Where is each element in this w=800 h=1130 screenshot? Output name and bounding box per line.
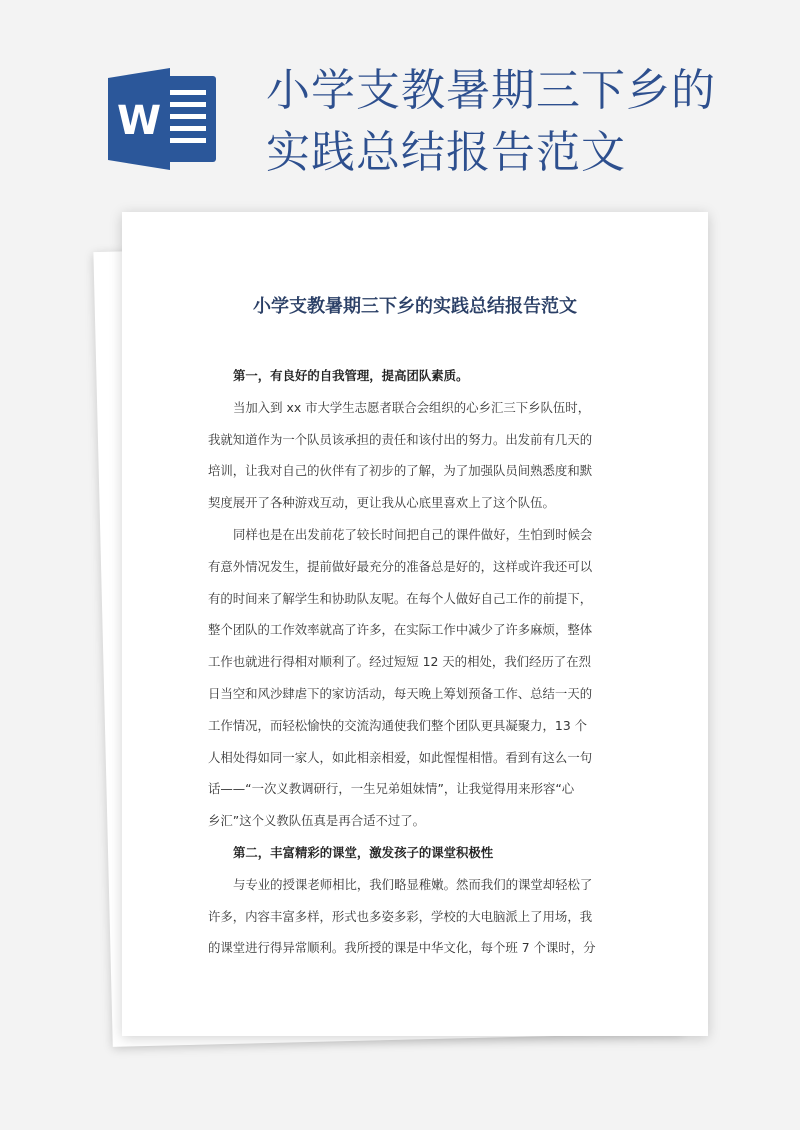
paragraph-line: 日当空和风沙肆虐下的家访活动，每天晚上筹划预备工作、总结一天的	[208, 685, 593, 701]
paragraph-line: 同样也是在出发前花了较长时间把自己的课件做好，生怕到时候会	[233, 526, 593, 542]
paragraph-line: 工作情况，而轻松愉快的交流沟通使我们整个团队更具凝聚力，13 个	[208, 717, 588, 733]
document-body	[208, 360, 626, 964]
paragraph-line: 契度展开了各种游戏互动，更让我从心底里喜欢上了这个队伍。	[208, 495, 555, 511]
paragraph-line: 乡汇”这个义教队伍真是再合适不过了。	[208, 813, 426, 829]
paragraph-line: 许多，内容丰富多样，形式也多姿多彩，学校的大电脑派上了用场，我	[208, 908, 593, 924]
paragraph-line: 工作也就进行得相对顺利了。经过短短 12 天的相处，我们经历了在烈	[208, 654, 591, 670]
paragraph-line: 人相处得如同一家人，如此相亲相爱，如此惺惺相惜。看到有这么一句	[208, 749, 593, 765]
paragraph-line: 有意外情况发生，提前做好最充分的准备总是好的，这样或许我还可以	[208, 558, 593, 574]
header-title	[266, 60, 786, 184]
paragraph-line: 培训，让我对自己的伙伴有了初步的了解，为了加强队员间熟悉度和默	[208, 463, 593, 479]
document-title: 小学支教暑期三下乡的实践总结报告范文	[253, 296, 577, 317]
paragraph-line: 的课堂进行得异常顺利。我所授的课是中华文化，每个班 7 个课时，分	[208, 940, 596, 956]
section-heading-2: 第二，丰富精彩的课堂，激发孩子的课堂积极性	[233, 844, 494, 860]
word-document-icon	[108, 68, 220, 170]
document-page	[122, 212, 708, 1036]
header	[0, 0, 800, 210]
paragraph-line: 整个团队的工作效率就高了许多，在实际工作中减少了许多麻烦，整体	[208, 622, 593, 638]
paragraph-line: 当加入到 xx 市大学生志愿者联合会组织的心乡汇三下乡队伍时，	[233, 399, 591, 415]
paragraph-line: 话——“一次义教调研行，一生兄弟姐妹情”，让我觉得用来形容“心	[208, 781, 575, 797]
word-icon-letter: W	[116, 98, 162, 144]
paragraph-line: 我就知道作为一个队员该承担的责任和该付出的努力。出发前有几天的	[208, 431, 593, 447]
paragraph-line: 有的时间来了解学生和协助队友呢。在每个人做好自己工作的前提下，	[208, 590, 593, 606]
header-title-line-1: 小学支教暑期三下乡的	[266, 65, 716, 116]
paragraph-line: 与专业的授课老师相比，我们略显稚嫩。然而我们的课堂却轻松了	[233, 876, 593, 892]
header-title-line-2: 实践总结报告范文	[266, 127, 626, 178]
section-heading-1: 第一，有良好的自我管理，提高团队素质。	[233, 368, 469, 383]
